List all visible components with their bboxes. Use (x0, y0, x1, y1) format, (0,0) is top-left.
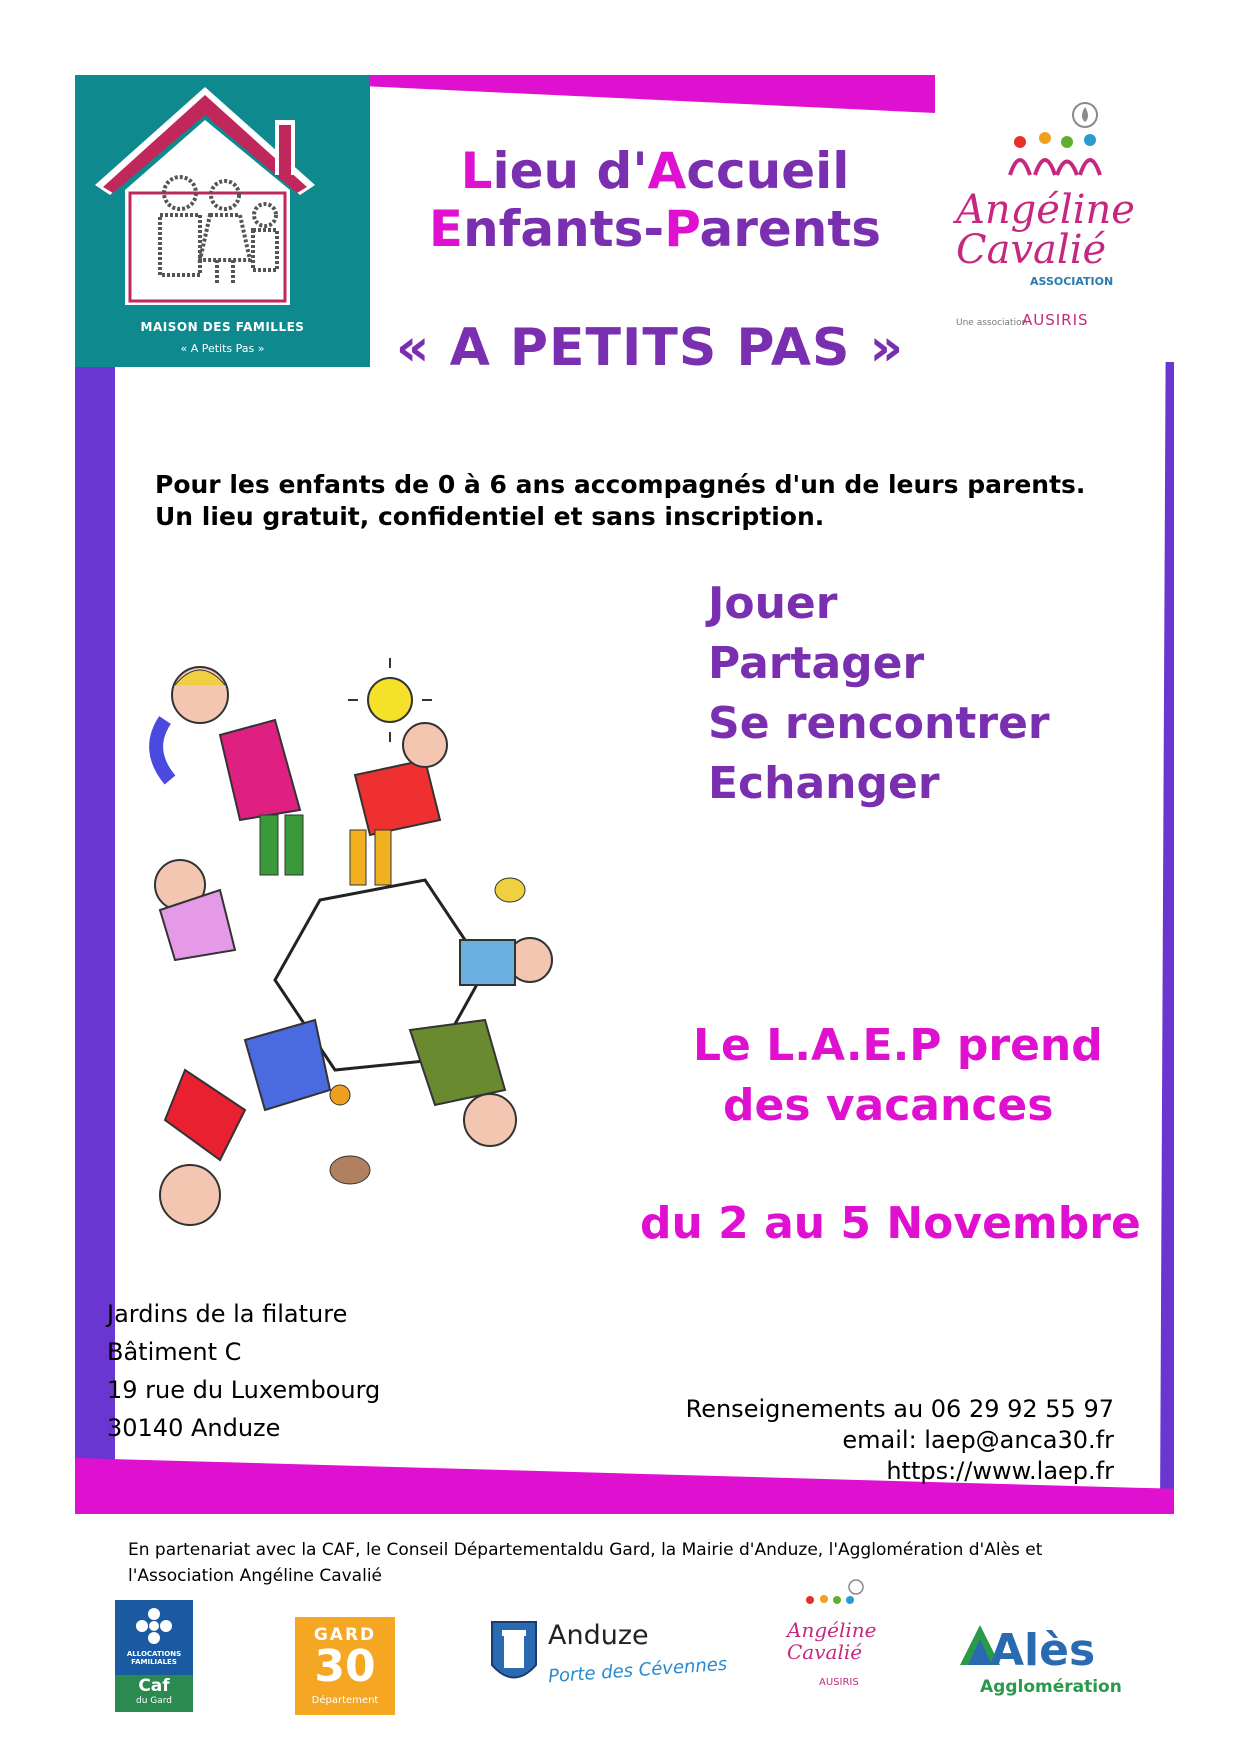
caf-flower-icon (134, 1606, 174, 1646)
une-association-label: Une association (956, 318, 1028, 328)
ales-sub: Agglomération (980, 1677, 1122, 1697)
address-line-1: Jardins de la filature (107, 1300, 348, 1328)
contact-phone: Renseignements au 06 29 92 55 97 (685, 1395, 1114, 1423)
verb-jouer: Jouer (708, 578, 838, 629)
logo-subtitle: « A Petits Pas » (180, 342, 265, 355)
drop-icon (1070, 100, 1100, 130)
small-logo-name-1: Angéline (787, 1618, 877, 1642)
logo-title: MAISON DES FAMILLES (140, 320, 305, 334)
intro-line-1: Pour les enfants de 0 à 6 ans accompagnés d'un de leurs parents. (155, 470, 1086, 499)
angeline-cavalie-logo (950, 95, 1135, 345)
house-family-icon (75, 75, 370, 315)
caf-logo (115, 1600, 193, 1712)
partners-line-1: En partenariat avec la CAF, le Conseil Départementaldu Gard, la Mairie d'Anduze, l'Agglomération d'Alès et (128, 1540, 1043, 1560)
verb-se-rencontrer: Se rencontrer (708, 698, 1050, 749)
anduze-sub: Porte des Cévennes (547, 1653, 728, 1688)
gard-top: GARD (313, 1625, 377, 1645)
small-logo-name-2: Cavalié (787, 1640, 863, 1664)
anduze-tower-icon (490, 1620, 538, 1690)
ausiris-label: AUSIRIS (1022, 311, 1089, 329)
people-icon (1005, 130, 1105, 180)
right-frame-bar (1160, 362, 1174, 1514)
address-line-2: Bâtiment C (107, 1338, 242, 1366)
gard-number: 30 (314, 1641, 376, 1692)
angeline-cavalie-small-logo (785, 1578, 875, 1698)
vacation-line-1: Le L.A.E.P prend (693, 1020, 1103, 1071)
verb-echanger: Echanger (708, 758, 940, 809)
children-circle-drawing (125, 640, 595, 1250)
children-illustration (125, 640, 595, 1250)
caf-top-label: ALLOCATIONS FAMILIALES (126, 1650, 182, 1666)
contact-website: https://www.laep.fr (886, 1457, 1114, 1485)
address-line-3: 19 rue du Luxembourg (107, 1376, 381, 1404)
logo-association-label: ASSOCIATION (1030, 275, 1114, 288)
logo-name-1: Angéline (956, 187, 1135, 233)
top-frame-bar (370, 75, 935, 113)
title-line-2: Enfants-Parents (428, 200, 882, 258)
title-petits-pas: « A PETITS PAS » (395, 318, 905, 378)
contact-email: email: laep@anca30.fr (842, 1426, 1114, 1454)
verb-partager: Partager (708, 638, 925, 689)
gard-30-logo (295, 1617, 395, 1715)
small-ausiris: AUSIRIS (819, 1677, 859, 1688)
partners-line-2: l'Association Angéline Cavalié (128, 1566, 383, 1586)
ales-name: Alès (990, 1625, 1096, 1676)
title-line-1: Lieu d'Accueil (460, 142, 850, 200)
address-line-4: 30140 Anduze (107, 1414, 281, 1442)
intro-line-2: Un lieu gratuit, confidentiel et sans inscription. (155, 502, 825, 531)
logo-name-2: Cavalié (956, 227, 1107, 273)
vacation-dates: du 2 au 5 Novembre (640, 1198, 1141, 1249)
ales-agglomeration-logo (960, 1625, 1120, 1705)
anduze-name: Anduze (548, 1620, 649, 1651)
caf-name: Caf (138, 1676, 170, 1696)
caf-sub: du Gard (135, 1696, 173, 1706)
vacation-line-2: des vacances (723, 1080, 1054, 1131)
anduze-logo (490, 1620, 728, 1700)
gard-sub: Département (311, 1695, 379, 1706)
